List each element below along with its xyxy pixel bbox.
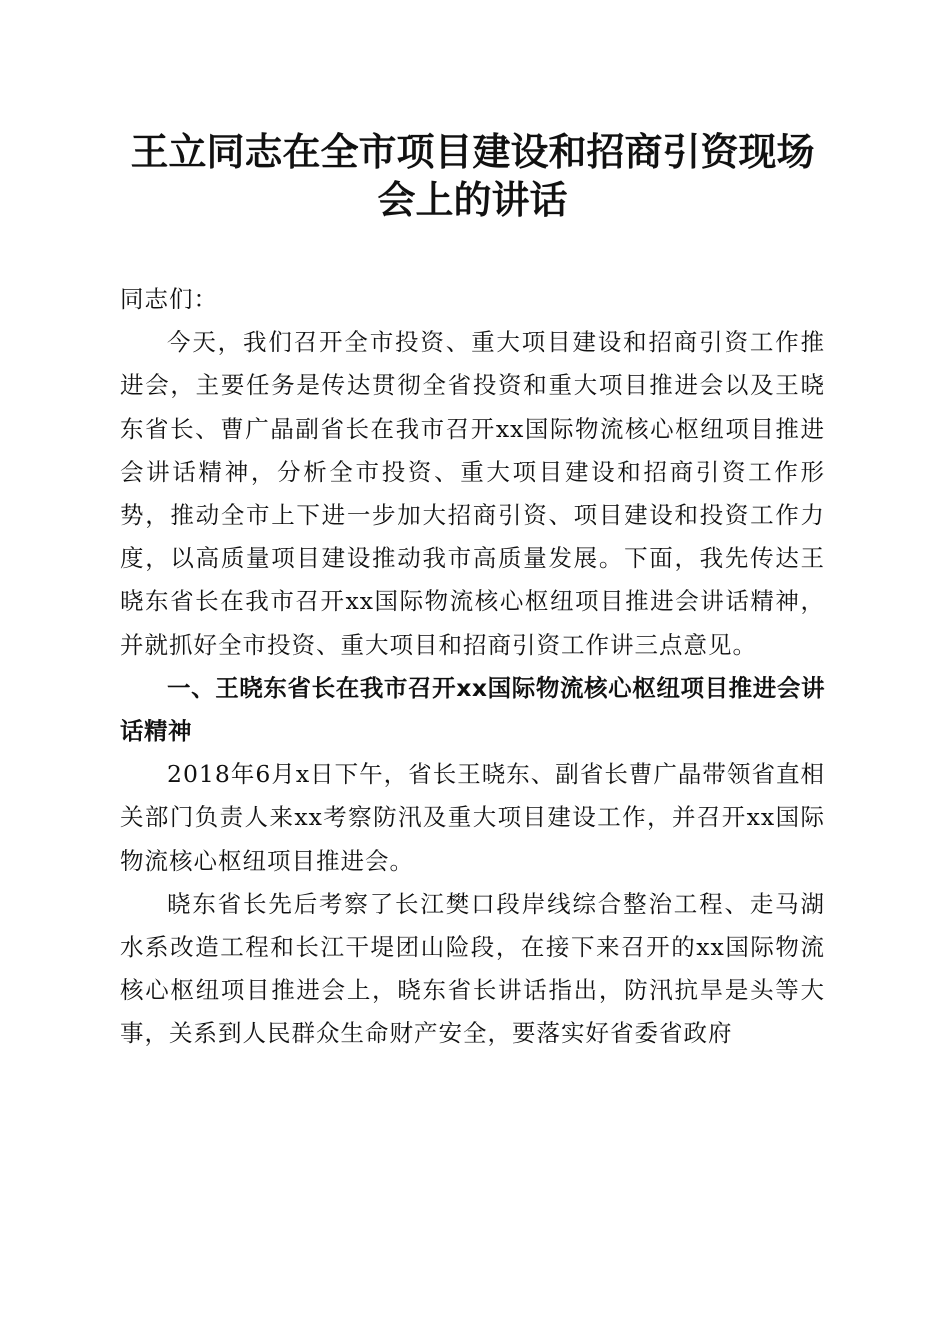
document-page: [120, 128, 825, 1056]
section-paragraph-1: 2018年6月x日下午，省长王晓东、副省长曹广晶带领省直相关部门负责人来xx考察防汛及重大项目建设工作，并召开xx国际物流核心枢纽项目推进会。: [120, 760, 825, 875]
section-heading: 一、王晓东省长在我市召开xx国际物流核心枢纽项目推进会讲话精神: [120, 673, 825, 746]
intro-paragraph: 今天，我们召开全市投资、重大项目建设和招商引资工作推进会，主要任务是传达贯彻全省投资和重大项目推进会以及王晓东省长、曹广晶副省长在我市召开xx国际物流核心枢纽项目推进会讲话精神，分析全市投资、重大项目建设和招商引资工作形势，推动全市上下进一步加大招商引资、项目建设和投资工作力度，以高质量项目建设推动我市高质量发展。下面，我先传达王晓东省长在我市召开xx国际物流核心枢纽项目推进会讲话精神，并就抓好全市投资、重大项目和招商引资工作讲三点意见。: [120, 328, 825, 659]
salutation: 同志们：: [120, 285, 218, 313]
section-paragraph-2: 晓东省长先后考察了长江樊口段岸线综合整治工程、走马湖水系改造工程和长江干堤团山险段，在接下来召开的xx国际物流核心枢纽项目推进会上，晓东省长讲话指出，防汛抗旱是头等大事，关系到人民群众生命财产安全，要落实好省委省政府: [120, 889, 825, 1048]
document-title: 王立同志在全市项目建设和招商引资现场会上的讲话: [130, 129, 815, 222]
